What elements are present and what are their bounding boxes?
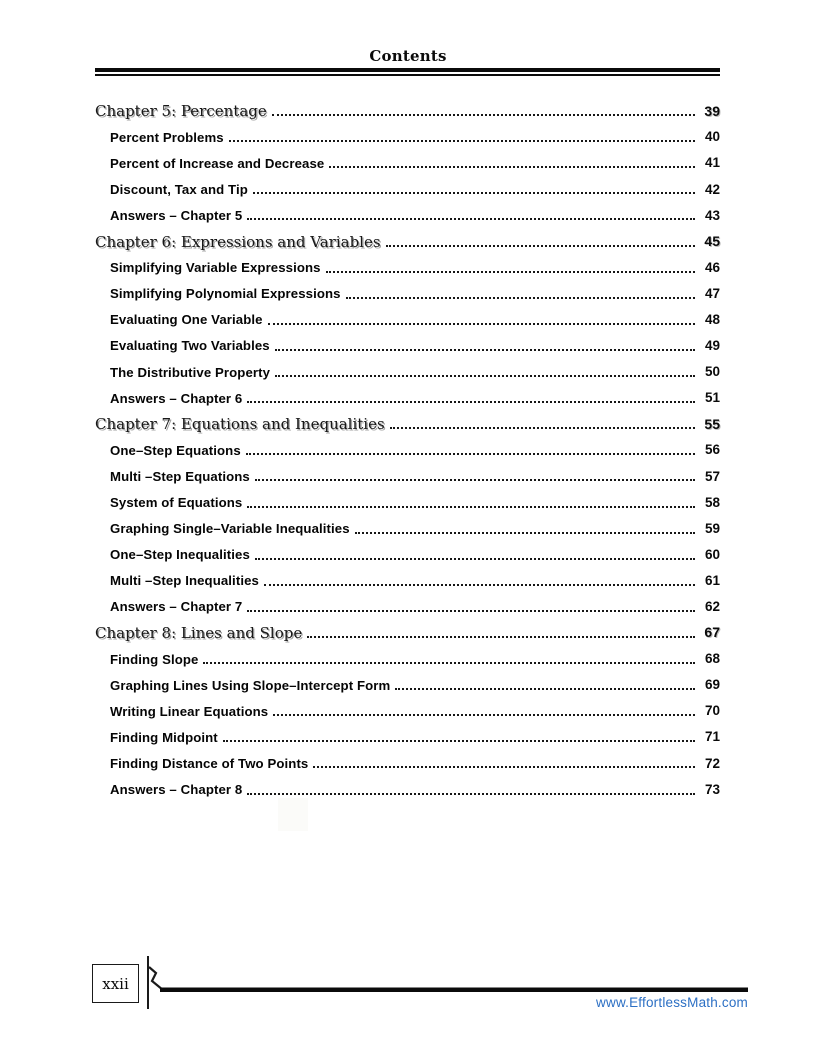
toc-item-label: Answers – Chapter 8 (110, 782, 243, 798)
dot-leader (247, 793, 695, 795)
toc-item-page-number: 72 (704, 755, 720, 771)
footer-flourish-rule (148, 960, 752, 1000)
dot-leader (255, 558, 695, 560)
toc-item-label: Finding Slope (110, 651, 199, 667)
toc-item-label: Evaluating Two Variables (110, 338, 270, 354)
toc-item-page-number: 47 (704, 285, 720, 301)
toc-item-page-number: 43 (704, 207, 720, 223)
dot-leader (313, 766, 695, 768)
header-double-rule (95, 68, 720, 76)
toc-item-row (95, 512, 720, 538)
toc-item-row (95, 277, 720, 303)
toc-item-page-number: 56 (704, 442, 720, 458)
scan-artifact (278, 798, 308, 831)
dot-leader (346, 297, 695, 299)
toc-chapter-row (95, 616, 720, 642)
toc-item-label: Graphing Single–Variable Inequalities (110, 521, 350, 537)
toc-item-label: Answers – Chapter 6 (110, 390, 243, 406)
dot-leader (247, 401, 695, 403)
toc-item-label: Answers – Chapter 7 (110, 599, 243, 615)
toc-item-row (95, 564, 720, 590)
dot-leader (273, 714, 695, 716)
toc-item-row (95, 590, 720, 616)
toc-item-page-number: 42 (704, 181, 720, 197)
toc-item-row (95, 146, 720, 172)
toc-item-row (95, 198, 720, 224)
dot-leader (390, 427, 695, 429)
toc-item-row (95, 668, 720, 694)
dot-leader (355, 532, 695, 534)
toc-item-row (95, 433, 720, 459)
chapter-title: Chapter 6: Expressions and Variables (95, 232, 381, 251)
website-link[interactable]: www.EffortlessMath.com (596, 995, 748, 1010)
toc-chapter-row (95, 224, 720, 250)
toc-item-label: One–Step Equations (110, 442, 241, 458)
toc-item-label: Multi –Step Equations (110, 468, 250, 484)
toc-item-row (95, 694, 720, 720)
toc-item-label: The Distributive Property (110, 364, 271, 380)
toc-chapter-row (95, 407, 720, 433)
toc-item-page-number: 46 (704, 259, 720, 275)
toc-item-row (95, 329, 720, 355)
toc-item-page-number: 59 (704, 520, 720, 536)
toc-item-row (95, 720, 720, 746)
toc-item-row (95, 303, 720, 329)
dot-leader (275, 375, 695, 377)
dot-leader (247, 610, 695, 612)
toc-item-page-number: 41 (704, 155, 720, 171)
toc-item-label: Percent of Increase and Decrease (110, 155, 325, 171)
dot-leader (275, 349, 695, 351)
toc-item-label: Discount, Tax and Tip (110, 181, 248, 197)
toc-item-label: Finding Midpoint (110, 729, 218, 745)
toc-item-row (95, 772, 720, 798)
footer-page-number-box (92, 964, 139, 1003)
toc-item-label: Answers – Chapter 5 (110, 207, 243, 223)
toc-item-page-number: 61 (704, 572, 720, 588)
dot-leader (264, 584, 695, 586)
toc-item-label: Simplifying Polynomial Expressions (110, 286, 341, 302)
chapter-title: Chapter 5: Percentage (95, 102, 267, 121)
toc-item-row (95, 538, 720, 564)
toc-item-page-number: 50 (704, 364, 720, 380)
chapter-title: Chapter 8: Lines and Slope (95, 623, 303, 642)
toc-item-label: Graphing Lines Using Slope–Intercept Form (110, 677, 391, 693)
toc-item-page-number: 58 (704, 494, 720, 510)
dot-leader (272, 114, 695, 116)
toc-item-page-number: 71 (704, 729, 720, 745)
toc-item-row (95, 120, 720, 146)
dot-leader (255, 479, 695, 481)
dot-leader (307, 636, 695, 638)
toc-item-page-number: 40 (704, 129, 720, 145)
dot-leader (247, 218, 695, 220)
dot-leader (229, 140, 695, 142)
toc-item-page-number: 51 (704, 390, 720, 406)
chapter-page-number: 67 (704, 624, 720, 641)
toc-item-page-number: 49 (704, 338, 720, 354)
dot-leader (247, 506, 695, 508)
toc-item-page-number: 69 (704, 677, 720, 693)
toc-item-row (95, 459, 720, 485)
chapter-page-number: 39 (704, 102, 720, 119)
toc-item-row (95, 381, 720, 407)
page-title: Contents (369, 47, 447, 65)
footer-page-number: xxii (102, 974, 129, 993)
toc-item-page-number: 73 (704, 781, 720, 797)
toc-item-label: Finding Distance of Two Points (110, 755, 309, 771)
dot-leader (268, 323, 695, 325)
toc-item-page-number: 60 (704, 546, 720, 562)
toc-item-row (95, 746, 720, 772)
dot-leader (395, 688, 695, 690)
toc-item-label: Multi –Step Inequalities (110, 573, 259, 589)
toc-item-page-number: 48 (704, 311, 720, 327)
toc-list (95, 94, 720, 799)
dot-leader (203, 662, 695, 664)
toc-item-page-number: 57 (704, 468, 720, 484)
chapter-page-number: 45 (704, 233, 720, 250)
toc-item-row (95, 485, 720, 511)
toc-item-label: Simplifying Variable Expressions (110, 260, 321, 276)
dot-leader (223, 740, 695, 742)
toc-item-page-number: 62 (704, 599, 720, 614)
toc-item-row (95, 251, 720, 277)
toc-item-label: Percent Problems (110, 129, 224, 145)
toc-chapter-row (95, 94, 720, 120)
chapter-title: Chapter 7: Equations and Inequalities (95, 415, 385, 434)
toc-item-label: One–Step Inequalities (110, 547, 250, 563)
dot-leader (253, 192, 695, 194)
dot-leader (329, 166, 695, 168)
dot-leader (386, 245, 695, 247)
toc-item-label: Writing Linear Equations (110, 703, 269, 719)
toc-item-row (95, 355, 720, 381)
toc-item-label: Evaluating One Variable (110, 312, 263, 328)
chapter-page-number: 55 (704, 415, 720, 432)
toc-item-page-number: 68 (704, 651, 720, 667)
toc-item-row (95, 642, 720, 668)
toc-item-page-number: 70 (704, 703, 720, 719)
dot-leader (246, 453, 695, 455)
toc-item-row (95, 172, 720, 198)
dot-leader (326, 271, 695, 273)
toc-item-label: System of Equations (110, 495, 243, 510)
